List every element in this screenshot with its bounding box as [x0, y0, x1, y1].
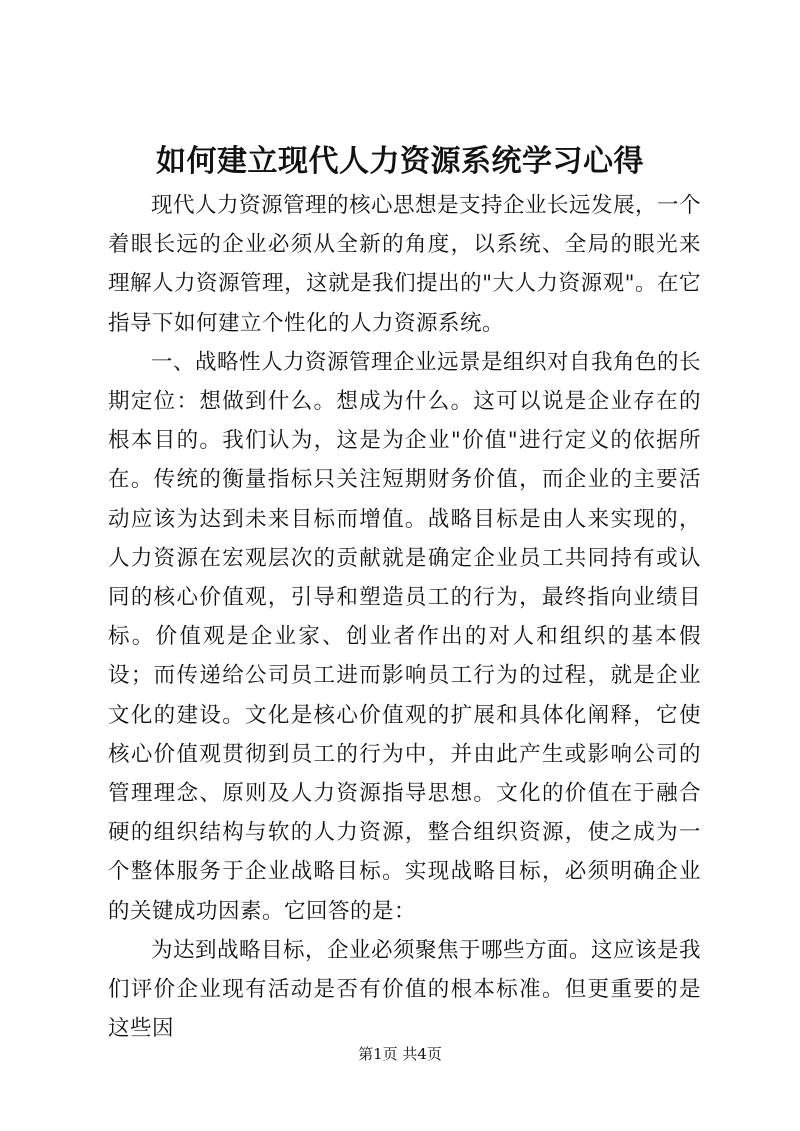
page-number-footer: 第1页 共4页 [358, 1045, 442, 1063]
paragraph-intro: 现代人力资源管理的核心思想是支持企业长远发展，一个着眼长远的企业必须从全新的角度，以系统、全局的眼光来理解人力资源管理，这就是我们提出的"大人力资源观"。在它指导下如何建立个性化的人力资源系统。 [108, 193, 702, 336]
paragraph-strategic-hr: 一、战略性人力资源管理企业远景是组织对自我角色的长期定位：想做到什么。想成为什么。这可以说是企业存在的根本目的。我们认为，这是为企业"价值"进行定义的依据所在。传统的衡量指标只关注短期财务价值，而企业的主要活动应该为达到未来目标而增值。战略目标是由人来实现的，人力资源在宏观层次的贡献就是确定企业员工共同持有或认同的核心价值观，引导和塑造员工的行为，最终指向业绩目标。价值观是企业家、创业者作出的对人和组织的基本假设；而传递给公司员工进而影响员工行为的过程，就是企业文化的建设。文化是核心价值观的扩展和具体化阐释，它使核心价值观贯彻到员工的行为中，并由此产生或影响公司的管理理念、原则及人力资源指导思想。文化的价值在于融合硬的组织结构与软的人力资源，整合组织资源，使之成为一个整体服务于企业战略目标。实现战略目标，必须明确企业的关键成功因素。它回答的是： [108, 349, 702, 924]
document-body [108, 186, 701, 1048]
paragraph-key-success-factors: 为达到战略目标，企业必须聚焦于哪些方面。这应该是我们评价企业现有活动是否有价值的根本标准。但更重要的是这些因 [108, 937, 702, 1042]
document-title: 如何建立现代人力资源系统学习心得 [156, 144, 644, 179]
